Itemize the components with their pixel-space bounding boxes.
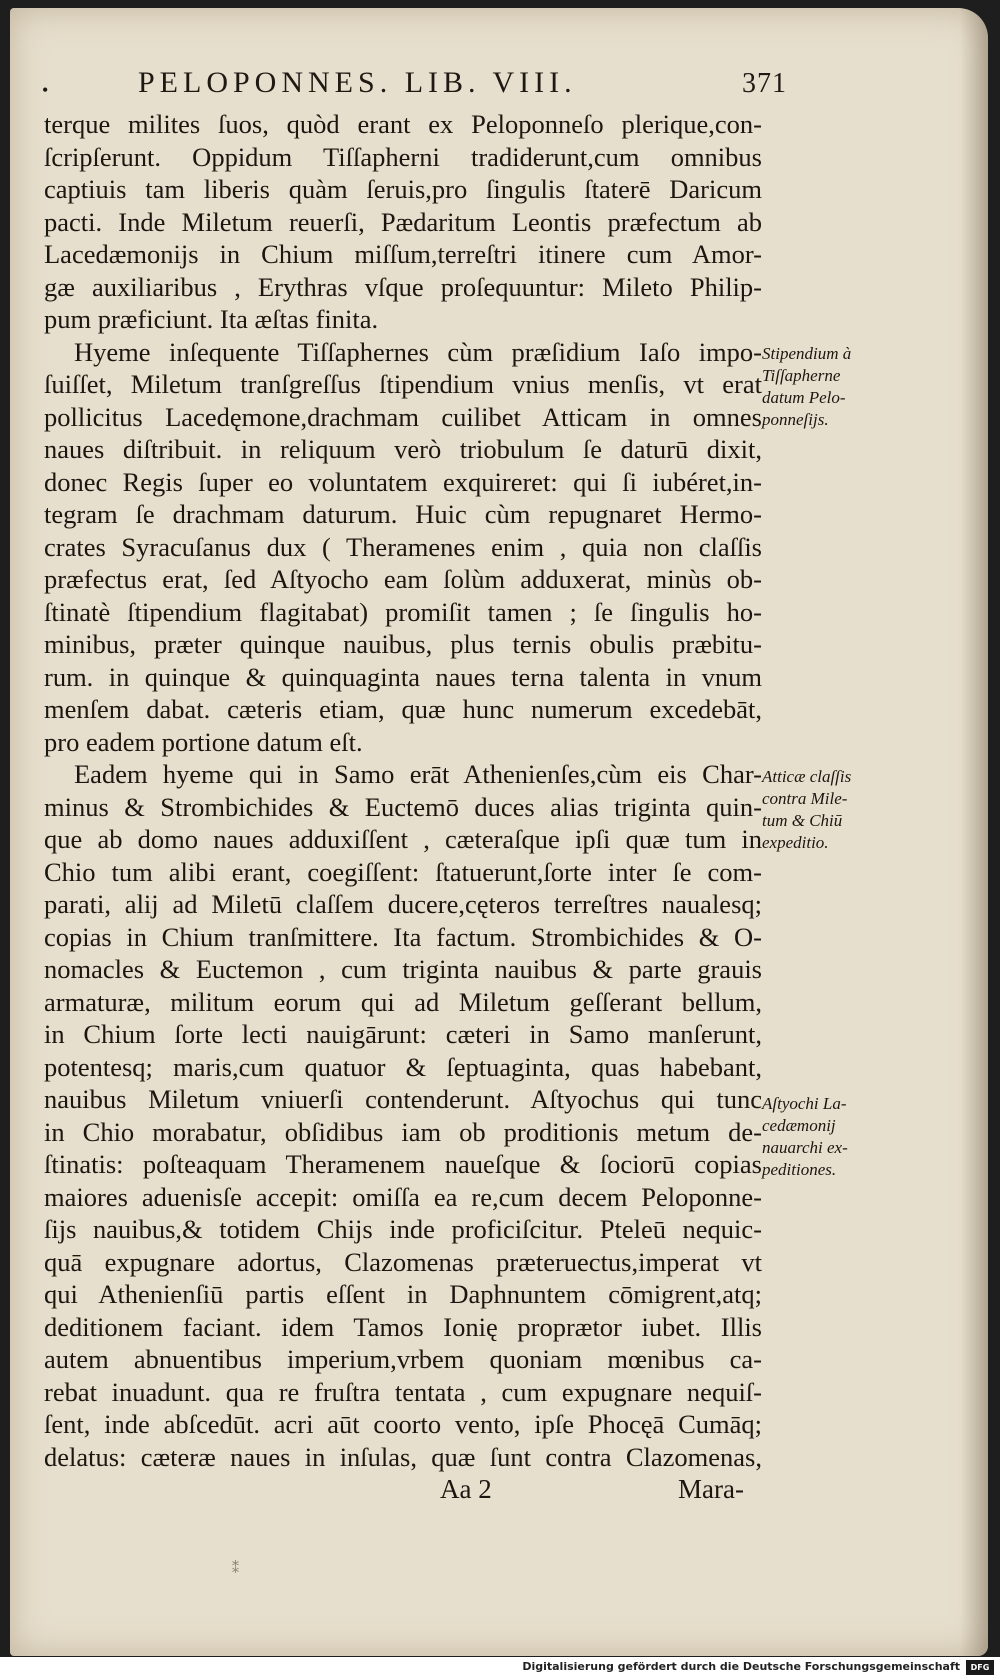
- book-page: [10, 8, 988, 1656]
- catchword: Mara-: [678, 1474, 744, 1504]
- running-head: [42, 66, 930, 106]
- text-line: armaturæ, militum eorum qui ad Miletum geſſerant bellum,: [44, 986, 762, 1017]
- page-number: 371: [742, 68, 787, 99]
- text-line: nauibus Miletum vniuerſi contenderunt. Aſtyochus qui tunc: [44, 1084, 762, 1114]
- text-line: nomacles & Euctemon , cum triginta nauibus & parte grauis: [44, 954, 762, 984]
- margin-note-line: peditiones.: [762, 1160, 837, 1179]
- text-line: naues diſtribuit. in reliquum verò triobulum ſe daturū dixit,: [44, 434, 762, 464]
- text-line: ſent, inde abſcedūt. acri aūt coorto vento, ipſe Phocęā Cumāq;: [44, 1409, 762, 1439]
- digitization-footer: [0, 1657, 1000, 1679]
- text-line: qui Athenienſiū partis eſſent in Daphnuntem cōmigrent,atq;: [44, 1279, 762, 1309]
- margin-note-atticae-classis: [762, 766, 912, 854]
- funding-credit: Digitalisierung gefördert durch die Deutsche Forschungsgemeinschaft: [522, 1660, 960, 1673]
- text-line: que ab domo naues adduxiſſent , cæteraſque ipſi quæ tum in: [44, 824, 762, 854]
- text-line: maiores aduenisſe accepit: omiſſa ea re,cum decem Peloponne-: [44, 1181, 762, 1212]
- text-line: quā expugnare adortus, Clazomenas præteruectus,imperat vt: [44, 1246, 762, 1277]
- text-line: deditionem faciant. idem Tamos Ionię proprætor iubet. Illis: [44, 1311, 762, 1342]
- text-line: in Chio morabatur, obſidibus iam ob proditionis metum de-: [44, 1116, 762, 1147]
- margin-note-line: contra Mile-: [762, 789, 848, 808]
- signature-mark: Aa 2: [440, 1474, 492, 1504]
- margin-note-line: expeditio.: [762, 833, 829, 852]
- text-line: ſijs nauibus,& totidem Chijs inde proficiſcitur. Pteleū nequic-: [44, 1214, 762, 1244]
- text-line: captiuis tam liberis quàm ſeruis,pro ſingulis ſtaterē Daricum: [44, 174, 762, 204]
- text-line: pollicitus Lacedęmone,drachmam cuilibet Atticam in omnes: [44, 401, 762, 432]
- margin-note-line: datum Pelo-: [762, 388, 846, 407]
- margin-note-line: tum & Chiū: [762, 811, 843, 830]
- margin-note-line: nauarchi ex-: [762, 1138, 848, 1157]
- text-line: terque milites ſuos, quòd erant ex Peloponneſo plerique,con-: [44, 109, 762, 139]
- margin-note-stipendium: [762, 343, 912, 431]
- text-line: ſtinatis: poſteaquam Theramenem naueſque & ſociorū copias: [44, 1149, 762, 1179]
- text-line: Chio tum alibi erant, coegiſſent: ſtatuerunt,ſorte inter ſe com-: [44, 856, 762, 887]
- header-bullet: •: [42, 80, 54, 100]
- text-line: minibus, præter quinque nauibus, plus ternis obulis præbitu-: [44, 629, 762, 659]
- margin-note-line: ponneſijs.: [762, 410, 829, 429]
- text-line: donec Regis ſuper eo voluntatem exquireret: qui ſi iubéret,in-: [44, 466, 762, 497]
- text-line: rum. in quinque & quinquaginta naues terna talenta in vnum: [44, 661, 762, 692]
- margin-note-line: Atticæ claſſis: [762, 767, 852, 786]
- margin-note-astyochi: [762, 1093, 912, 1181]
- text-line: copias in Chium tranſmittere. Ita factum. Strombichides & O-: [44, 921, 762, 952]
- margin-note-line: cedæmonij: [762, 1116, 836, 1135]
- text-line: rebat inuadunt. qua re fruſtra tentata , cum expugnare nequiſ-: [44, 1376, 762, 1407]
- text-line: Hyeme inſequente Tiſſaphernes cùm præſidium Iaſo impo-: [74, 336, 762, 367]
- text-line: præfectus erat, ſed Aſtyocho eam ſolùm adduxerat, minùs ob-: [44, 564, 762, 594]
- text-line: pum præficiunt. Ita æſtas finita.: [44, 304, 379, 334]
- text-line: gæ auxiliaribus , Erythras vſque proſequuntur: Mileto Philip-: [44, 271, 762, 302]
- text-line: autem abnuentibus imperium,vrbem quoniam mœnibus ca-: [44, 1344, 762, 1374]
- text-line: pacti. Inde Miletum reuerſi, Pædaritum Leontis præfectum ab: [44, 206, 762, 237]
- text-line: Lacedæmonijs in Chium miſſum,terreſtri itinere cum Amor-: [44, 239, 762, 269]
- text-line: menſem dabat. cæteris etiam, quæ hunc numerum excedebāt,: [44, 694, 762, 724]
- text-line: parati, alij ad Miletū claſſem ducere,cęteros terreſtres naualesq;: [44, 889, 762, 919]
- ink-smudge: ⁑: [232, 1561, 239, 1577]
- margin-note-line: Aſtyochi La-: [762, 1094, 847, 1113]
- text-line: minus & Strombichides & Euctemō duces alias triginta quin-: [44, 791, 762, 822]
- dfg-logo: DFG: [966, 1660, 994, 1675]
- text-line: pro eadem portione datum eſt.: [44, 726, 363, 757]
- text-line: ſuiſſet, Miletum tranſgreſſus ſtipendium vnius menſis, vt erat: [44, 369, 762, 399]
- text-line: Eadem hyeme qui in Samo erāt Athenienſes,cùm eis Char-: [74, 759, 762, 789]
- margin-note-line: Tiſſapherne: [762, 366, 841, 385]
- running-title: PELOPONNES. LIB. VIII.: [138, 66, 577, 99]
- text-line: in Chium ſorte lecti nauigārunt: cæteri in Samo manſerunt,: [44, 1019, 762, 1049]
- text-line: ſcripſerunt. Oppidum Tiſſapherni tradiderunt,cum omnibus: [44, 141, 762, 172]
- main-text-block: [44, 108, 762, 1473]
- margin-note-line: Stipendium à: [762, 344, 852, 363]
- text-line: delatus: cæteræ naues in inſulas, quæ ſunt contra Clazomenas,: [44, 1441, 762, 1472]
- text-line: potentesq; maris,cum quatuor & ſeptuaginta, quas habebant,: [44, 1051, 762, 1082]
- text-line: tegram ſe drachmam daturum. Huic cùm repugnaret Hermo-: [44, 499, 762, 529]
- text-line: ſtinatè ſtipendium flagitabat) promiſit tamen ; ſe ſingulis ho-: [44, 596, 762, 627]
- text-line: crates Syracuſanus dux ( Theramenes enim , quia non claſſis: [44, 531, 762, 562]
